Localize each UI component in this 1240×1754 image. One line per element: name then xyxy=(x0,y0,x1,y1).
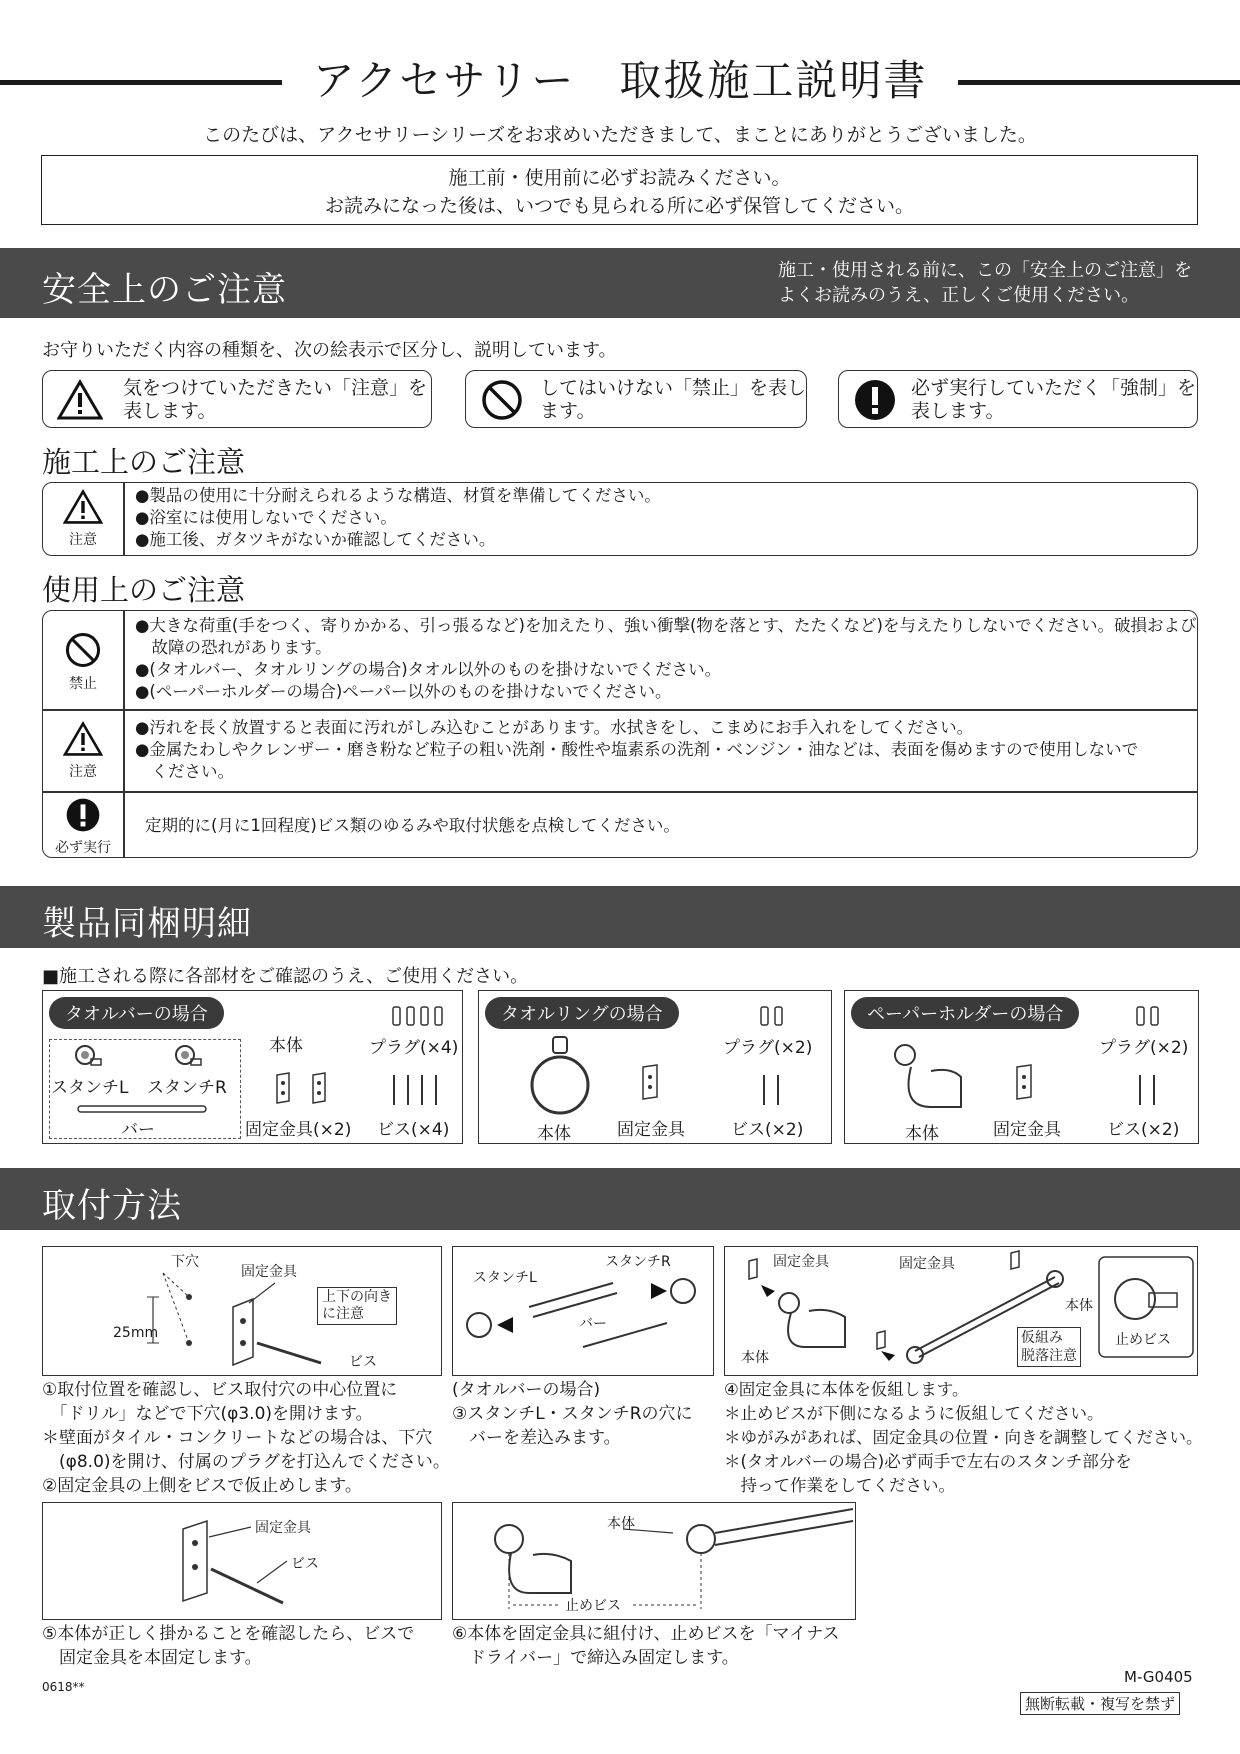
step-3-line-3: バーを差込みます。 xyxy=(452,1428,621,1448)
towel-bar-title: タオルバーの場合 xyxy=(49,997,224,1029)
document-code: M-G0405 xyxy=(1124,1668,1193,1686)
fig3-temp-box xyxy=(1017,1327,1081,1367)
copyright-notice: 無断転載・複写を禁ず xyxy=(1020,1692,1180,1715)
safety-heading: 安全上のご注意 xyxy=(42,270,287,310)
legend-prohibit xyxy=(465,370,807,428)
stanchion-l-icon xyxy=(73,1043,103,1071)
towel-ring-screw-label: ビス(×2) xyxy=(731,1120,804,1140)
step-5-line-2: 固定金具を本固定します。 xyxy=(42,1648,262,1668)
fig3-setscrew-label: 止めビス xyxy=(1115,1332,1171,1348)
must-label: 必ず実行 xyxy=(55,840,111,856)
paper-holder-screw-label: ビス(×2) xyxy=(1107,1120,1180,1140)
step-4-line-3: ＊ゆがみがあれば、固定金具の位置・向きを調整してください。 xyxy=(724,1428,1203,1447)
usage-notes-heading: 使用上のご注意 xyxy=(42,573,246,607)
legend-mandatory-line-2: 表します。 xyxy=(911,400,1005,422)
fig6-body-label: 本体 xyxy=(607,1516,635,1532)
page-title: アクセサリー 取扱施工説明書 xyxy=(312,56,928,105)
legend-caution-line-2: 表します。 xyxy=(123,400,217,422)
prohibit-note-1: ●大きな荷重(手をつく、寄りかかる、引っ張るなど)を加えたり、強い衝撃(物を落とす、たたくなど)を与えたりしないでください。破損および xyxy=(135,616,1197,635)
fig3-drawing xyxy=(725,1247,1199,1377)
paper-screw-icon xyxy=(1135,1073,1161,1107)
step-1-text xyxy=(42,1378,450,1498)
prohibit-note-1b: 故障の恐れがあります。 xyxy=(135,638,332,657)
fig-step-5 xyxy=(42,1502,442,1620)
fig5-screw-label: ビス xyxy=(291,1556,319,1572)
screw-icon xyxy=(389,1073,443,1107)
towel-ring-box xyxy=(478,990,832,1144)
towel-bar-plug-label: プラグ(×4) xyxy=(369,1038,459,1058)
step-6-line-1: ⑥本体を固定金具に組付け、止めビスを「マイナス xyxy=(452,1624,840,1644)
contents-intro: ■施工される際に各部材をご確認のうえ、ご使用ください。 xyxy=(42,966,529,987)
prohibit-note-2: ●(タオルバー、タオルリングの場合)タオル以外のものを掛けないでください。 xyxy=(135,660,722,679)
step-4-text xyxy=(724,1378,1203,1498)
paper-bracket-icon xyxy=(1013,1063,1037,1101)
legend-mandatory-line-1: 必ず実行していただく「強制」を xyxy=(911,377,1197,399)
towel-ring-body-label: 本体 xyxy=(537,1124,571,1144)
towel-bar-screw-label: ビス(×4) xyxy=(377,1120,450,1140)
fig5-bracket-label: 固定金具 xyxy=(255,1520,311,1536)
safety-right-line-2: よくお読みのうえ、正しくご使用ください。 xyxy=(778,285,1140,306)
install-notes-heading: 施工上のご注意 xyxy=(42,445,246,479)
fig1-updown-line-2: に注意 xyxy=(322,1306,364,1322)
usage-caution-label: 注意 xyxy=(69,764,97,780)
plug-icon xyxy=(391,1005,445,1027)
safety-right-line-1: 施工・使用される前に、この「安全上のご注意」を xyxy=(778,260,1192,281)
fig6-setscrew-label: 止めビス xyxy=(565,1598,621,1614)
safety-intro: お守りいただく内容の種類を、次の絵表示で区分し、説明しています。 xyxy=(42,340,617,361)
step-3-line-2: ③スタンチL・スタンチRの穴に xyxy=(452,1404,693,1424)
read-notice-box xyxy=(41,155,1198,225)
fig3-temp-line-2: 脱落注意 xyxy=(1021,1348,1077,1364)
paper-holder-box xyxy=(844,990,1199,1144)
must-note: 定期的に(月に1回程度)ビス類のゆるみや取付状態を点検してください。 xyxy=(145,816,680,835)
install-note-1: ●製品の使用に十分耐えられるような構造、材質を準備してください。 xyxy=(135,486,661,505)
step-1-line-1: ①取付位置を確認し、ビス取付穴の中心位置に xyxy=(42,1380,398,1400)
step-1-line-4: (φ8.0)を開け、付属のプラグを打込んでください。 xyxy=(42,1452,450,1472)
caution-triangle-icon xyxy=(63,489,103,525)
notice-line-1: 施工前・使用前に必ずお読みください。 xyxy=(448,167,791,189)
prohibit-label: 禁止 xyxy=(69,676,97,692)
safety-right-text xyxy=(778,258,1192,308)
step-6-line-2: ドライバー」で締込み固定します。 xyxy=(452,1648,739,1668)
caution-note-2b: ください。 xyxy=(135,762,234,781)
fig2-r-label: スタンチR xyxy=(605,1254,671,1270)
contents-heading: 製品同梱明細 xyxy=(42,904,252,944)
towel-bar-box xyxy=(42,990,463,1144)
fig3-body2-label: 本体 xyxy=(1065,1298,1093,1314)
fig3-bracket2-label: 固定金具 xyxy=(899,1256,955,1272)
fig1-updown-box xyxy=(317,1287,397,1325)
paper-holder-icon xyxy=(891,1037,971,1117)
thanks-text: このたびは、アクセサリーシリーズをお求めいただきまして、まことにありがとうございました。 xyxy=(203,124,1037,146)
safety-band xyxy=(0,248,1240,318)
method-heading: 取付方法 xyxy=(42,1186,182,1226)
towel-bar-body-label: 本体 xyxy=(269,1036,303,1056)
step-1-line-5: ②固定金具の上側をビスで仮止めします。 xyxy=(42,1476,362,1496)
step-6-text xyxy=(452,1622,840,1670)
mandatory-icon xyxy=(853,378,897,422)
step-3-text xyxy=(452,1378,693,1450)
step-4-line-4: ＊(タオルバーの場合)必ず両手で左右のスタンチ部分を xyxy=(724,1452,1132,1471)
bracket-icon xyxy=(273,1071,333,1105)
legend-prohibit-line-2: ます。 xyxy=(540,400,596,422)
fig1-updown-line-1: 上下の向き xyxy=(322,1289,392,1305)
install-note-2: ●浴室には使用しないでください。 xyxy=(135,508,397,527)
prohibit-icon xyxy=(64,631,102,669)
step-5-text xyxy=(42,1622,414,1670)
stanchion-r-label: スタンチR xyxy=(147,1078,227,1098)
caution-note-2: ●金属たわしやクレンザー・磨き粉など粒子の粗い洗剤・酸性や塩素系の洗剤・ベンジン・油などは、表面を傷めますので使用しないで xyxy=(135,740,1139,759)
usage-notes-box xyxy=(42,610,1198,858)
fig6-drawing xyxy=(453,1503,857,1621)
towel-ring-title: タオルリングの場合 xyxy=(485,997,679,1029)
install-notes-box xyxy=(42,482,1198,556)
legend-caution-line-1: 気をつけていただきたい「注意」を xyxy=(123,377,428,399)
fig3-body1-label: 本体 xyxy=(741,1350,769,1366)
legend-prohibit-line-1: してはいけない「禁止」を表し xyxy=(540,377,807,399)
bar-icon xyxy=(77,1105,207,1113)
fig5-drawing xyxy=(43,1503,443,1621)
towel-ring-bracket-label: 固定金具 xyxy=(617,1120,685,1140)
prohibit-note-3: ●(ペーパーホルダーの場合)ペーパー以外のものを掛けないでください。 xyxy=(135,682,672,701)
fig2-l-label: スタンチL xyxy=(473,1270,537,1286)
caution-note-1: ●汚れを長く放置すると表面に汚れがしみ込むことがあります。水拭きをし、こまめにお手入れをしてください。 xyxy=(135,718,974,737)
install-note-3: ●施工後、ガタツキがないか確認してください。 xyxy=(135,530,496,549)
caution-triangle-icon xyxy=(57,379,103,421)
fig-step-4 xyxy=(724,1246,1198,1376)
fig-step-3 xyxy=(452,1246,714,1376)
paper-holder-body-label: 本体 xyxy=(905,1124,939,1144)
ring-plug-icon xyxy=(759,1005,785,1027)
step-1-line-3: ＊壁面がタイル・コンクリートなどの場合は、下穴 xyxy=(42,1428,433,1448)
ring-screw-icon xyxy=(759,1073,785,1107)
step-3-line-1: (タオルバーの場合) xyxy=(452,1380,601,1400)
contents-band xyxy=(0,886,1240,948)
fig1-pilot-label: 下穴 xyxy=(171,1254,199,1270)
paper-holder-plug-label: プラグ(×2) xyxy=(1099,1038,1189,1058)
fig1-bracket-label: 固定金具 xyxy=(241,1264,297,1280)
step-4-line-2: ＊止めビスが下側になるように仮組してください。 xyxy=(724,1404,1104,1423)
ring-bracket-icon xyxy=(639,1063,663,1101)
stanchion-l-label: スタンチL xyxy=(51,1078,129,1098)
step-4-line-1: ④固定金具に本体を仮組します。 xyxy=(724,1380,969,1399)
fig1-screw-label: ビス xyxy=(349,1354,377,1370)
fig-step-6 xyxy=(452,1502,856,1620)
fig3-bracket1-label: 固定金具 xyxy=(773,1254,829,1270)
step-1-line-2: 「ドリル」などで下穴(φ3.0)を開けます。 xyxy=(42,1404,373,1424)
towel-ring-plug-label: プラグ(×2) xyxy=(723,1038,813,1058)
fig-step-1 xyxy=(42,1246,442,1376)
paper-plug-icon xyxy=(1135,1005,1161,1027)
lot-number: 0618** xyxy=(42,1680,85,1694)
towel-bar-bracket-label: 固定金具(×2) xyxy=(245,1120,352,1140)
bar-label: バー xyxy=(121,1120,155,1140)
fig2-drawing xyxy=(453,1247,715,1377)
legend-mandatory xyxy=(838,370,1198,428)
notice-line-2: お読みになった後は、いつでも見られる所に必ず保管してください。 xyxy=(324,195,914,217)
caution-triangle-icon xyxy=(63,721,103,757)
paper-holder-title: ペーパーホルダーの場合 xyxy=(851,997,1079,1029)
mandatory-icon xyxy=(65,797,101,833)
stanchion-r-icon xyxy=(173,1043,203,1071)
fig3-temp-line-1: 仮組み xyxy=(1021,1330,1063,1346)
fig1-dim-label: 25mm xyxy=(113,1325,159,1341)
step-4-line-5: 持って作業をしてください。 xyxy=(724,1476,955,1495)
paper-holder-bracket-label: 固定金具 xyxy=(993,1120,1061,1140)
step-5-line-1: ⑤本体が正しく掛かることを確認したら、ビスで xyxy=(42,1624,415,1644)
fig2-bar-label: バー xyxy=(579,1316,607,1332)
prohibit-icon xyxy=(480,378,524,422)
install-caution-label: 注意 xyxy=(69,532,97,548)
towel-ring-icon xyxy=(525,1035,595,1121)
legend-caution xyxy=(42,370,432,428)
method-band xyxy=(0,1168,1240,1230)
